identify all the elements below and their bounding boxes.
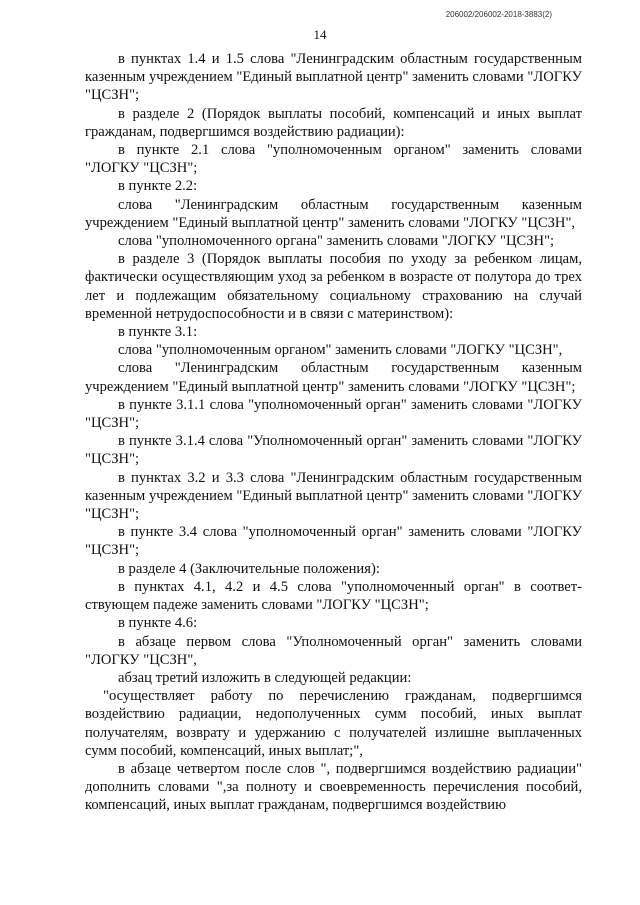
document-body <box>85 50 582 815</box>
document-id: 206002/206002-2018-3883(2) <box>445 10 552 19</box>
paragraph-10: слова "Ленинградским областным государственным казенным учреждением "Единый выплатной центр" заменить словами "ЛОГКУ "ЦСЗН"; <box>85 360 582 395</box>
page-number: 14 <box>313 27 327 42</box>
paragraph-15: в разделе 4 (Заключительные положения): <box>118 560 380 577</box>
paragraph-13: в пунктах 3.2 и 3.3 слова "Ленинградским областным государственным казенным учреждением "Единый выплатной центр" заменить словами "ЛОГКУ "ЦСЗН"; <box>85 469 582 523</box>
paragraph-19: абзац третий изложить в следующей редакции: <box>118 669 412 686</box>
paragraph-2: в разделе 2 (Порядок выплаты пособий, компенсаций и иных выплат гражданам, подвергшимся воздействию радиации): <box>85 105 582 140</box>
paragraph-21: в абзаце четвертом после слов ", подвергшимся воздействию радиации" дополнить словами ",за полноту и своевременность перечисления пособий, компенсаций, иных выплат гражданам, подвергшимся воздействию <box>85 760 582 814</box>
paragraph-17: в пункте 4.6: <box>118 615 198 632</box>
paragraph-1: в пунктах 1.4 и 1.5 слова "Ленинградским областным государственным казенным учреждением "Единый выплатной центр" заменить словами "ЛОГКУ "ЦСЗН"; <box>85 51 582 104</box>
paragraph-12: в пункте 3.1.4 слова "Уполномоченный орган" заменить словами "ЛОГКУ "ЦСЗН"; <box>85 433 582 468</box>
paragraph-9: слова "уполномоченным органом" заменить словами "ЛОГКУ "ЦСЗН", <box>118 342 563 359</box>
paragraph-8: в пункте 3.1: <box>118 324 198 341</box>
paragraph-18: в абзаце первом слова "Уполномоченный орган" заменить словами "ЛОГКУ "ЦСЗН", <box>85 633 582 668</box>
paragraph-4: в пункте 2.2: <box>118 178 198 195</box>
paragraph-11: в пункте 3.1.1 слова "уполномоченный орган" заменить словами "ЛОГКУ "ЦСЗН"; <box>85 396 582 432</box>
paragraph-6: слова "уполномоченного органа" заменить словами "ЛОГКУ "ЦСЗН"; <box>118 233 555 250</box>
quoted-paragraph: "осуществляет работу по перечислению гражданам, подвергшимся воздействию радиации, недополученных сумм пособий, иных выплат получателям, возврату и удержанию с получателей излишне выплаченных сумм пособий, компенсаций, иных выплат;", <box>85 688 582 759</box>
paragraph-14: в пункте 3.4 слова "уполномоченный орган" заменить словами "ЛОГКУ "ЦСЗН"; <box>85 524 582 559</box>
paragraph-7: в разделе 3 (Порядок выплаты пособия по уходу за ребенком лицам, фактически осуществляющим уход за ребенком в возрасте от полутора до трех лет и подлежащим обязательному социальному страхованию на случай временной нетрудоспособности и в связи с материнством): <box>85 251 582 322</box>
paragraph-5: слова "Ленинградским областным государственным казенным учреждением "Единый выплатной центр" заменить словами "ЛОГКУ "ЦСЗН", <box>85 196 582 231</box>
paragraph-3: в пункте 2.1 слова "уполномоченным органом" заменить словами "ЛОГКУ "ЦСЗН"; <box>85 142 582 177</box>
paragraph-16: в пунктах 4.1, 4.2 и 4.5 слова "уполномоченный орган" в соответ-ствующем падеже заменить словами "ЛОГКУ "ЦСЗН"; <box>85 578 582 614</box>
